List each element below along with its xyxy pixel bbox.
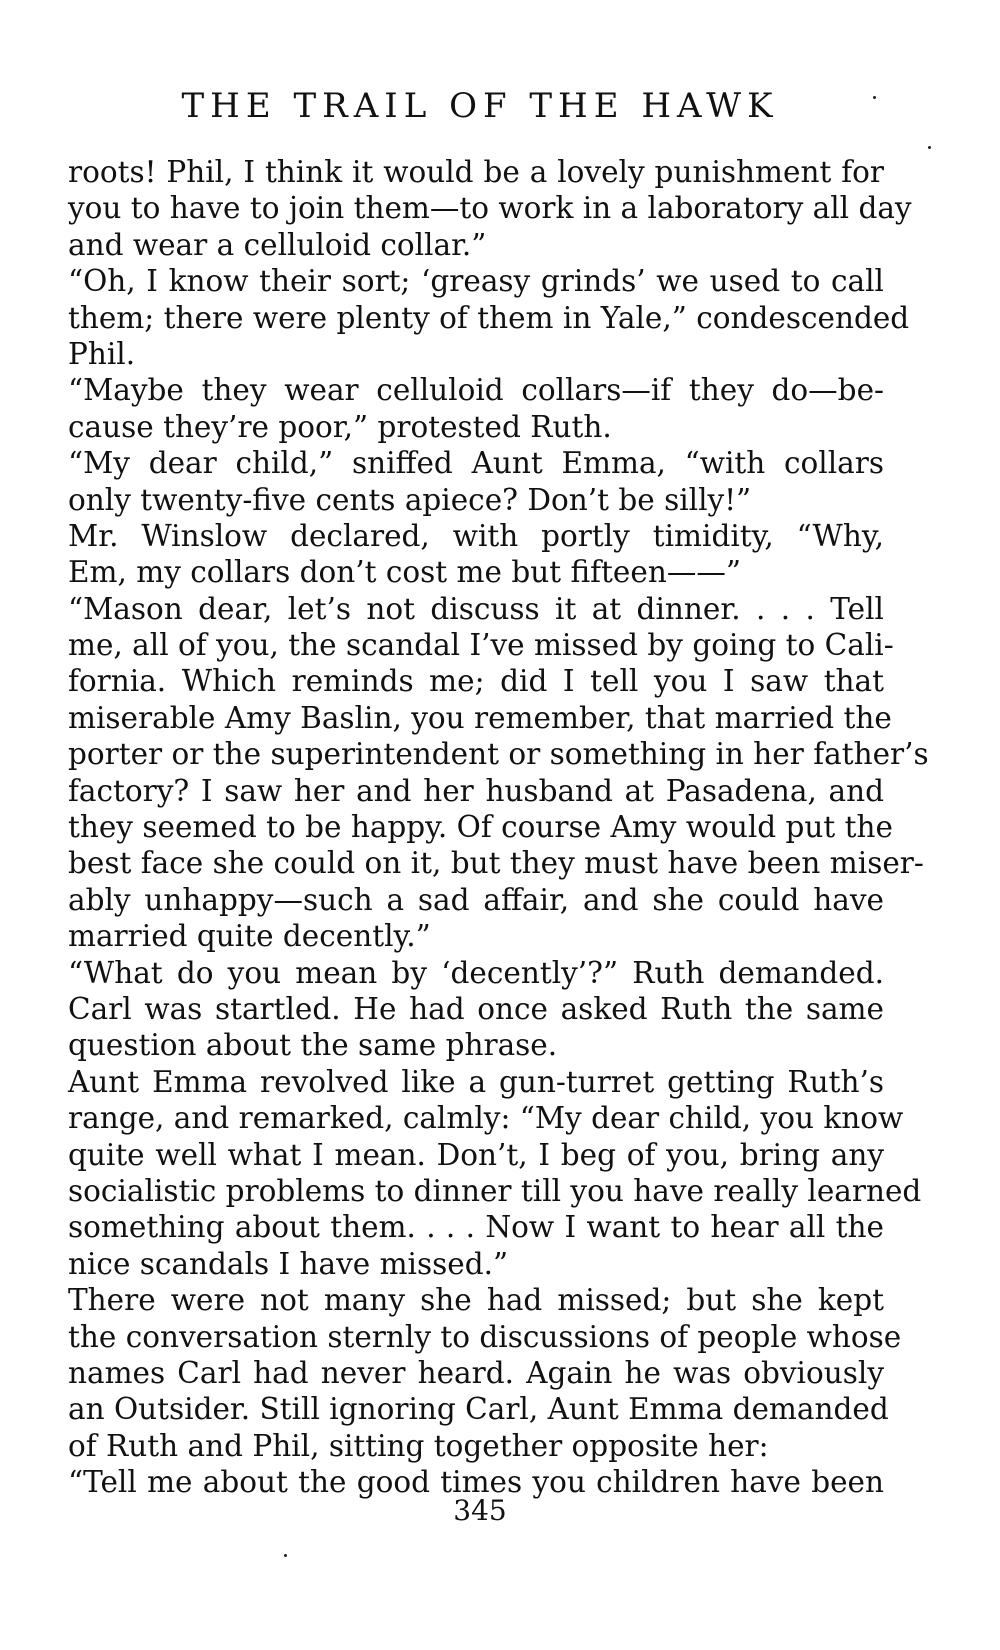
text-line: quite well what I mean. Don’t, I beg of you, bring any (68, 1137, 884, 1172)
text-line: me, all of you, the scandal I’ve missed by going to Cali- (68, 628, 894, 663)
text-line: and wear a celluloid collar.” (68, 227, 487, 262)
text-line: “Maybe they wear celluloid collars—if they do—be- (68, 373, 884, 408)
text-line: range, and remarked, calmly: “My dear child, you know (68, 1101, 904, 1136)
text-line: married quite decently.” (68, 919, 431, 954)
ink-speck (284, 1554, 287, 1557)
text-line: only twenty-five cents apiece? Don’t be silly!” (68, 482, 752, 517)
text-line: “Tell me about the good times you children have been (68, 1465, 884, 1500)
body-text (68, 154, 929, 1500)
ink-speck (873, 96, 876, 99)
ink-speck (928, 146, 931, 149)
text-line: fornia. Which reminds me; did I tell you I saw that (68, 664, 884, 699)
text-line: “What do you mean by ‘decently’?” Ruth demanded. (68, 955, 884, 990)
text-line: “Oh, I know their sort; ‘greasy grinds’ we used to call (68, 264, 884, 299)
text-line: Aunt Emma revolved like a gun-turret getting Ruth’s (68, 1064, 884, 1099)
text-line: Em, my collars don’t cost me but fifteen——” (68, 555, 741, 590)
text-line: Carl was startled. He had once asked Ruth the same (68, 991, 884, 1026)
text-line: question about the same phrase. (68, 1028, 558, 1063)
text-line: they seemed to be happy. Of course Amy would put the (68, 810, 893, 845)
text-line: nice scandals I have missed.” (68, 1246, 509, 1281)
text-line: you to have to join them—to work in a laboratory all day (68, 191, 912, 226)
text-line: miserable Amy Baslin, you remember, that married the (68, 700, 892, 735)
running-head: THE TRAIL OF THE HAWK (181, 86, 779, 126)
text-line: “My dear child,” sniffed Aunt Emma, “with collars (68, 446, 884, 481)
text-line: the conversation sternly to discussions of people whose (68, 1319, 902, 1354)
text-line: porter or the superintendent or something in her father’s (68, 737, 929, 772)
text-line: Mr. Winslow declared, with portly timidity, “Why, (68, 518, 884, 553)
text-line: There were not many she had missed; but she kept (68, 1283, 884, 1318)
text-line: factory? I saw her and her husband at Pasadena, and (68, 773, 884, 808)
text-line: Phil. (68, 336, 136, 371)
text-line: best face she could on it, but they must have been miser- (68, 846, 924, 881)
text-line: them; there were plenty of them in Yale,” condescended (68, 300, 910, 335)
text-line: of Ruth and Phil, sitting together opposite her: (68, 1428, 769, 1463)
text-line: names Carl had never heard. Again he was obviously (68, 1355, 884, 1390)
page-number: 345 (453, 1494, 507, 1527)
text-line: cause they’re poor,” protested Ruth. (68, 409, 612, 444)
text-line: “Mason dear, let’s not discuss it at dinner. . . . Tell (68, 591, 884, 626)
text-line: socialistic problems to dinner till you have really learned (68, 1173, 922, 1208)
text-line: ably unhappy—such a sad affair, and she could have (68, 882, 884, 917)
text-line: something about them. . . . Now I want to hear all the (68, 1210, 884, 1245)
text-line: an Outsider. Still ignoring Carl, Aunt Emma demanded (68, 1392, 889, 1427)
text-line: roots! Phil, I think it would be a lovely punishment for (68, 155, 884, 189)
